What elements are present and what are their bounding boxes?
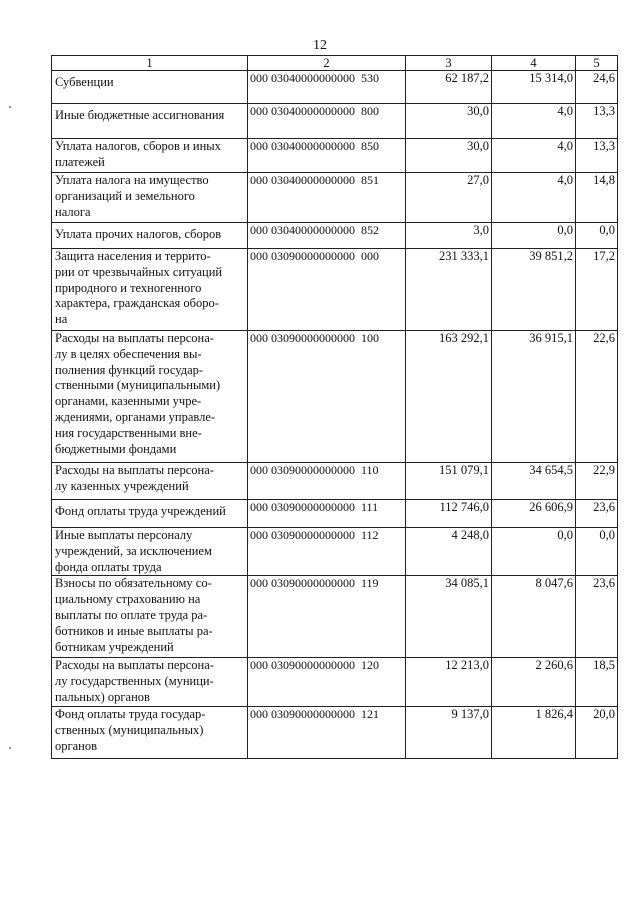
row-name-line: выплаты по оплате труда ра- [55, 607, 208, 622]
row-name-line: ботникам учреждений [55, 639, 174, 654]
budget-table [51, 55, 618, 759]
row-value-col3: 34 085,1 [406, 576, 492, 658]
row-value-col4: 26 606,9 [492, 500, 576, 528]
row-name-line: лу в целях обеспечения вы- [55, 346, 202, 361]
table-row [52, 500, 618, 528]
row-value-col5: 0,0 [576, 223, 618, 249]
row-code: 000 03090000000000 [250, 249, 355, 263]
row-value-col4: 15 314,0 [492, 71, 576, 104]
row-value-col3: 112 746,0 [406, 500, 492, 528]
row-name-cell [52, 331, 248, 463]
row-name-line: ботников и иные выплаты ра- [55, 623, 213, 638]
row-value-col3: 4 248,0 [406, 528, 492, 576]
table-row [52, 71, 618, 104]
table-row [52, 249, 618, 331]
row-code-suffix: 851 [361, 173, 379, 187]
row-value-col5: 23,6 [576, 500, 618, 528]
row-name-line: Защита населения и террито- [55, 249, 211, 263]
row-name-line: Фонд оплаты труда государ- [55, 707, 206, 722]
row-name-cell [52, 173, 248, 223]
row-name-line: учреждений, за исключением [55, 543, 212, 558]
row-value-col5: 18,5 [576, 658, 618, 707]
row-value-col3: 30,0 [406, 104, 492, 139]
row-value-col3: 3,0 [406, 223, 492, 249]
row-value-col4: 39 851,2 [492, 249, 576, 331]
row-code-suffix: 850 [361, 139, 379, 153]
row-code-cell [248, 707, 406, 759]
row-name-line: Уплата налога на имущество [55, 173, 209, 187]
row-value-col4: 4,0 [492, 139, 576, 173]
row-name-line: Расходы на выплаты персона- [55, 331, 214, 345]
row-code-cell [248, 173, 406, 223]
row-name-line: Иные выплаты персоналу [55, 528, 193, 542]
row-name-line: на [55, 312, 68, 327]
row-code-suffix: 800 [361, 104, 379, 118]
row-code: 000 03040000000000 [250, 139, 355, 153]
row-value-col4: 4,0 [492, 104, 576, 139]
row-value-col3: 30,0 [406, 139, 492, 173]
row-value-col3: 163 292,1 [406, 331, 492, 463]
table-row [52, 104, 618, 139]
row-code-suffix: 119 [361, 576, 379, 591]
row-name-line: Уплата прочих налогов, сборов [55, 227, 222, 241]
column-header: 5 [576, 56, 618, 71]
row-value-col5: 13,3 [576, 104, 618, 139]
row-value-col5: 23,6 [576, 576, 618, 658]
row-code: 000 03090000000000 [250, 576, 355, 591]
row-code-cell [248, 463, 406, 500]
row-name-line: ственных (муниципальных) [55, 723, 204, 738]
row-value-col4: 0,0 [492, 223, 576, 249]
row-code-cell [248, 331, 406, 463]
row-name-line: полнения функций государ- [55, 362, 204, 377]
row-name-cell [52, 223, 248, 249]
row-name-cell [52, 707, 248, 759]
row-name-line: Расходы на выплаты персона- [55, 463, 214, 477]
row-name-line: лу казенных учреждений [55, 478, 189, 493]
row-name-line: характера, гражданская оборо- [55, 296, 219, 311]
row-value-col5: 13,3 [576, 139, 618, 173]
row-code-cell [248, 139, 406, 173]
row-code-cell [248, 528, 406, 576]
row-name-line: лу государственных (муници- [55, 674, 214, 689]
row-code-suffix: 111 [361, 500, 379, 514]
row-value-col4: 4,0 [492, 173, 576, 223]
row-name-line: ния государственными вне- [55, 425, 202, 440]
row-name-cell [52, 576, 248, 658]
row-name-cell [52, 500, 248, 528]
scan-speck [9, 106, 11, 108]
row-value-col3: 231 333,1 [406, 249, 492, 331]
row-name-line: органами, казенными учре- [55, 394, 202, 409]
row-code-cell [248, 658, 406, 707]
row-code-cell [248, 500, 406, 528]
row-name-line: платежей [55, 154, 105, 169]
column-header: 4 [492, 56, 576, 71]
row-name-line: органов [55, 738, 98, 753]
row-value-col3: 27,0 [406, 173, 492, 223]
table-row [52, 331, 618, 463]
table-row [52, 139, 618, 173]
row-value-col3: 62 187,2 [406, 71, 492, 104]
table-row [52, 576, 618, 658]
table-row [52, 528, 618, 576]
row-code-suffix: 852 [361, 223, 379, 237]
row-code-suffix: 120 [361, 658, 379, 673]
row-name-cell [52, 139, 248, 173]
row-name-line: Расходы на выплаты персона- [55, 658, 214, 673]
row-value-col5: 17,2 [576, 249, 618, 331]
row-name-cell [52, 104, 248, 139]
row-code: 000 03090000000000 [250, 331, 355, 345]
row-value-col4: 36 915,1 [492, 331, 576, 463]
table-header-row [52, 56, 618, 71]
row-name-line: пальных) органов [55, 689, 150, 704]
row-name-cell [52, 528, 248, 576]
row-code: 000 03040000000000 [250, 223, 355, 237]
row-name-line: природного и техногенного [55, 280, 202, 295]
row-name-line: налога [55, 204, 91, 219]
row-value-col4: 0,0 [492, 528, 576, 576]
row-name-line: Иные бюджетные ассигнования [55, 108, 225, 122]
row-code-cell [248, 576, 406, 658]
row-value-col4: 2 260,6 [492, 658, 576, 707]
row-value-col5: 24,6 [576, 71, 618, 104]
row-code-suffix: 530 [361, 71, 379, 85]
row-name-line: циальному страхованию на [55, 592, 201, 607]
row-code-cell [248, 71, 406, 104]
table-row [52, 463, 618, 500]
row-value-col4: 34 654,5 [492, 463, 576, 500]
row-name-line: бюджетными фондами [55, 441, 177, 456]
page-number: 12 [313, 38, 327, 53]
row-code: 000 03040000000000 [250, 104, 355, 118]
table-row [52, 173, 618, 223]
row-value-col5: 14,8 [576, 173, 618, 223]
row-name-line: фонда оплаты труда [55, 559, 162, 574]
row-code: 000 03040000000000 [250, 71, 355, 85]
table-row [52, 707, 618, 759]
row-name-line: ждениями, органами управле- [55, 409, 216, 424]
row-value-col5: 20,0 [576, 707, 618, 759]
row-code: 000 03090000000000 [250, 463, 355, 477]
row-code-suffix: 000 [361, 249, 379, 263]
row-code: 000 03040000000000 [250, 173, 355, 187]
row-name-cell [52, 463, 248, 500]
row-name-line: Взносы по обязательному со- [55, 576, 212, 591]
row-code: 000 03090000000000 [250, 500, 355, 514]
row-name-line: Субвенции [55, 75, 114, 89]
row-name-line: организаций и земельного [55, 188, 195, 203]
row-value-col3: 151 079,1 [406, 463, 492, 500]
row-name-cell [52, 658, 248, 707]
row-value-col3: 12 213,0 [406, 658, 492, 707]
table-body [52, 71, 618, 759]
row-code-suffix: 100 [361, 331, 379, 345]
row-value-col4: 1 826,4 [492, 707, 576, 759]
row-code-suffix: 121 [361, 707, 379, 722]
row-code-suffix: 110 [361, 463, 379, 477]
row-value-col3: 9 137,0 [406, 707, 492, 759]
row-value-col4: 8 047,6 [492, 576, 576, 658]
row-code-cell [248, 249, 406, 331]
column-header: 1 [52, 56, 248, 71]
row-name-cell [52, 249, 248, 331]
column-header: 3 [406, 56, 492, 71]
row-name-line: Фонд оплаты труда учреждений [55, 504, 226, 518]
row-value-col5: 22,9 [576, 463, 618, 500]
scan-speck [9, 747, 11, 749]
row-code-suffix: 112 [361, 528, 379, 542]
row-code-cell [248, 223, 406, 249]
row-name-line: рии от чрезвычайных ситуаций [55, 264, 223, 279]
row-name-line: Уплата налогов, сборов и иных [55, 139, 221, 153]
row-code: 000 03090000000000 [250, 658, 355, 673]
table-row [52, 658, 618, 707]
row-code: 000 03090000000000 [250, 707, 355, 722]
row-name-line: ственными (муниципальными) [55, 378, 221, 393]
row-code-cell [248, 104, 406, 139]
row-code: 000 03090000000000 [250, 528, 355, 542]
row-value-col5: 22,6 [576, 331, 618, 463]
column-header: 2 [248, 56, 406, 71]
row-value-col5: 0,0 [576, 528, 618, 576]
row-name-cell [52, 71, 248, 104]
table-row [52, 223, 618, 249]
